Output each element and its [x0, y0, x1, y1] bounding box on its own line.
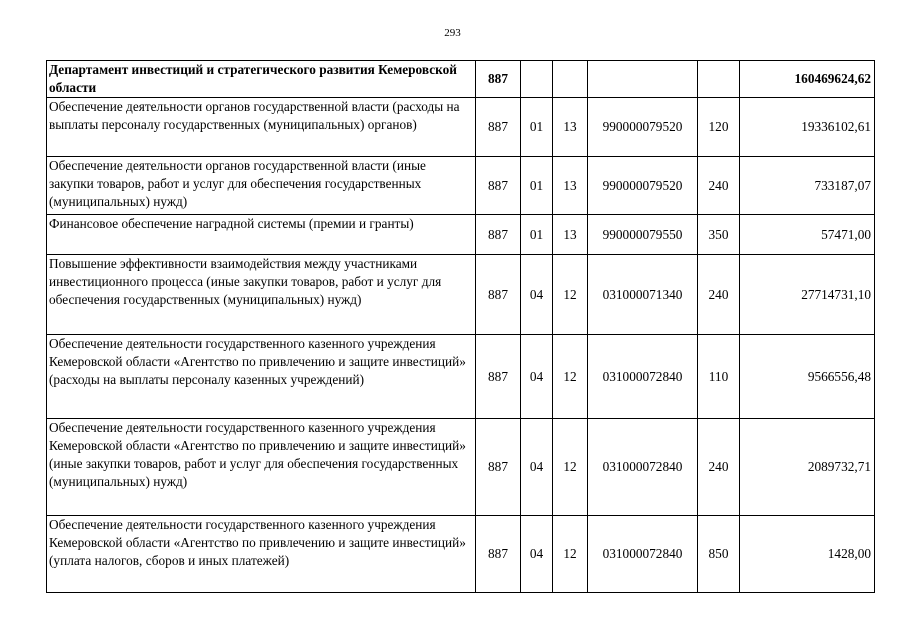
row-amount: 57471,00 [740, 215, 875, 255]
row-target-article: 990000079550 [588, 215, 698, 255]
row-expense-type: 240 [698, 157, 740, 215]
row-code: 887 [476, 255, 521, 335]
row-code: 887 [476, 516, 521, 593]
row-expense-type: 240 [698, 255, 740, 335]
row-code: 887 [476, 98, 521, 157]
table-row [47, 255, 875, 335]
row-code: 887 [476, 215, 521, 255]
page-number: 293 [444, 27, 461, 39]
row-name: Финансовое обеспечение наградной системы (премии и гранты) [47, 215, 476, 255]
row-expense-type: 110 [698, 335, 740, 419]
table-row [47, 157, 875, 215]
row-code: 887 [476, 335, 521, 419]
row-code: 887 [476, 419, 521, 516]
row-subsection: 13 [553, 157, 588, 215]
row-section: 04 [521, 335, 553, 419]
row-name: Обеспечение деятельности государственного казенного учреждения Кемеровской области «Агентство по привлечению и защите инвестиций» (расходы на выплаты персоналу казенных учреждений) [47, 335, 476, 419]
row-subsection: 13 [553, 215, 588, 255]
row-section: 04 [521, 255, 553, 335]
department-name: Департамент инвестиций и стратегического развития Кемеровской области [47, 61, 476, 98]
row-expense-type: 120 [698, 98, 740, 157]
row-section: 01 [521, 157, 553, 215]
table-row [47, 98, 875, 157]
table-row [47, 335, 875, 419]
row-amount: 733187,07 [740, 157, 875, 215]
row-target-article: 990000079520 [588, 157, 698, 215]
row-expense-type: 240 [698, 419, 740, 516]
department-header-row [47, 61, 875, 98]
row-amount: 19336102,61 [740, 98, 875, 157]
row-subsection: 12 [553, 335, 588, 419]
expense-type-cell [698, 61, 740, 98]
row-amount: 9566556,48 [740, 335, 875, 419]
row-amount: 2089732,71 [740, 419, 875, 516]
row-name: Обеспечение деятельности государственного казенного учреждения Кемеровской области «Агентство по привлечению и защите инвестиций» (уплата налогов, сборов и иных платежей) [47, 516, 476, 593]
department-total-amount: 160469624,62 [740, 61, 875, 98]
section-cell [521, 61, 553, 98]
subsection-cell [553, 61, 588, 98]
row-amount: 27714731,10 [740, 255, 875, 335]
table-row [47, 215, 875, 255]
table-row [47, 419, 875, 516]
row-expense-type: 350 [698, 215, 740, 255]
row-subsection: 12 [553, 516, 588, 593]
budget-table [46, 60, 875, 593]
row-section: 01 [521, 98, 553, 157]
row-subsection: 12 [553, 255, 588, 335]
row-section: 01 [521, 215, 553, 255]
row-name: Обеспечение деятельности органов государственной власти (иные закупки товаров, работ и услуг для обеспечения государственных (муниципальных) нужд) [47, 157, 476, 215]
row-target-article: 031000071340 [588, 255, 698, 335]
row-expense-type: 850 [698, 516, 740, 593]
row-section: 04 [521, 419, 553, 516]
table-row [47, 516, 875, 593]
row-code: 887 [476, 157, 521, 215]
row-subsection: 13 [553, 98, 588, 157]
row-name: Обеспечение деятельности государственного казенного учреждения Кемеровской области «Агентство по привлечению и защите инвестиций» (иные закупки товаров, работ и услуг для обеспечения государственных (муниципальных) нужд) [47, 419, 476, 516]
row-name: Повышение эффективности взаимодействия между участниками инвестиционного процесса (иные закупки товаров, работ и услуг для обеспечения государственных (муниципальных) нужд) [47, 255, 476, 335]
row-name: Обеспечение деятельности органов государственной власти (расходы на выплаты персоналу государственных (муниципальных) органов) [47, 98, 476, 157]
row-target-article: 990000079520 [588, 98, 698, 157]
row-target-article: 031000072840 [588, 516, 698, 593]
row-target-article: 031000072840 [588, 335, 698, 419]
row-target-article: 031000072840 [588, 419, 698, 516]
target-article-cell [588, 61, 698, 98]
row-section: 04 [521, 516, 553, 593]
row-subsection: 12 [553, 419, 588, 516]
row-amount: 1428,00 [740, 516, 875, 593]
department-code: 887 [476, 61, 521, 98]
